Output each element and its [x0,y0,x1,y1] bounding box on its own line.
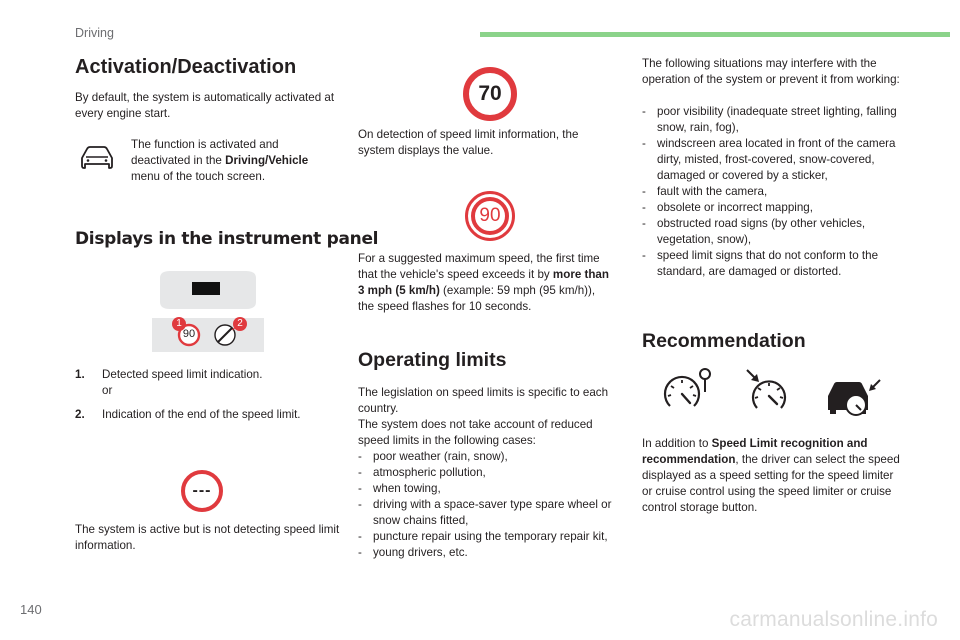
section-header: Driving [75,26,114,40]
operating-limits-title: Operating limits [358,349,507,371]
list-item: - puncture repair using the temporary repair kit, [358,529,620,545]
list-item: - poor visibility (inadequate street lighting, falling snow, rain, fog), [642,104,904,136]
activation-intro: By default, the system is automatically activated at every engine start. [75,91,335,120]
speed-limiter-icon [661,366,717,412]
no-detection-sign: --- [181,470,223,512]
list-item: - speed limit signs that do not conform to the standard, are damaged or distorted. [642,248,904,280]
section-accent-bar [480,32,950,37]
sign-90-text: For a suggested maximum speed, the first time that the vehicle's speed exceeds it by more than 3 mph (5 km/h) (example: 59 mph (95 km/h)), the speed flashes for 10 seconds. [358,252,609,313]
interference-intro: The following situations may interfere with the operation of the system or prevent it from working: [642,57,900,86]
interference-list [642,104,904,280]
speed-sign-90-flashing: 90 [465,191,515,241]
cruise-control-icon [745,368,795,412]
displays-list [75,367,335,423]
list-item: 2. Indication of the end of the speed limit. [75,408,301,421]
activation-title: Activation/Deactivation [75,56,297,78]
panel-sign-value: 90 [182,328,196,340]
list-item: - when towing, [358,481,620,497]
sign-70-text: On detection of speed limit information, the system displays the value. [358,128,579,157]
watermark: carmanualsonline.info [729,608,938,631]
page-number: 140 [20,602,42,617]
car-menu-icon [79,143,115,171]
list-item: - obsolete or incorrect mapping, [642,200,904,216]
list-item: - driving with a space-saver type spare wheel or snow chains fitted, [358,497,620,529]
operating-limits-body: The legislation on speed limits is specific to each country. The system does not take account of reduced speed limits in the following cases: - poor weather (rain, snow), - atmospheric pollution, - when towing, - driving with a space-saver type spare wheel or snow chains fitted, - puncture repair using the temporary repair kit, - young drivers, etc. [358,385,620,561]
list-item: - fault with the camera, [642,184,904,200]
displays-title: Displays in the instrument panel [75,229,379,249]
list-item: - windscreen area located in front of the camera dirty, misted, frost-covered, snow-covered, damaged or covered by a sticker, [642,136,904,184]
activation-note: The function is activated and deactivated in the Driving/Vehicle menu of the touch screen. [131,138,309,183]
recommendation-title: Recommendation [642,330,806,352]
operating-limits-list [358,449,620,561]
list-item: - obstructed road signs (by other vehicles, vegetation, snow), [642,216,904,248]
speed-sign-70: 70 [463,67,517,121]
list-item: - atmospheric pollution, [358,465,620,481]
no-detection-text: The system is active but is not detecting speed limit information. [75,523,340,552]
recommendation-text: In addition to Speed Limit recognition and recommendation, the driver can select the speed displayed as a speed setting for the speed limiter or cruise control using the speed limiter or cruise control storage button. [642,437,900,514]
callout-1: 1 [172,317,186,331]
car-speed-setting-icon [826,376,882,416]
callout-2: 2 [233,317,247,331]
list-item: - young drivers, etc. [358,545,620,561]
list-item: - poor weather (rain, snow), [358,449,620,465]
instrument-panel-illustration [152,268,264,354]
list-item: 1. Detected speed limit indication. or [75,368,263,397]
